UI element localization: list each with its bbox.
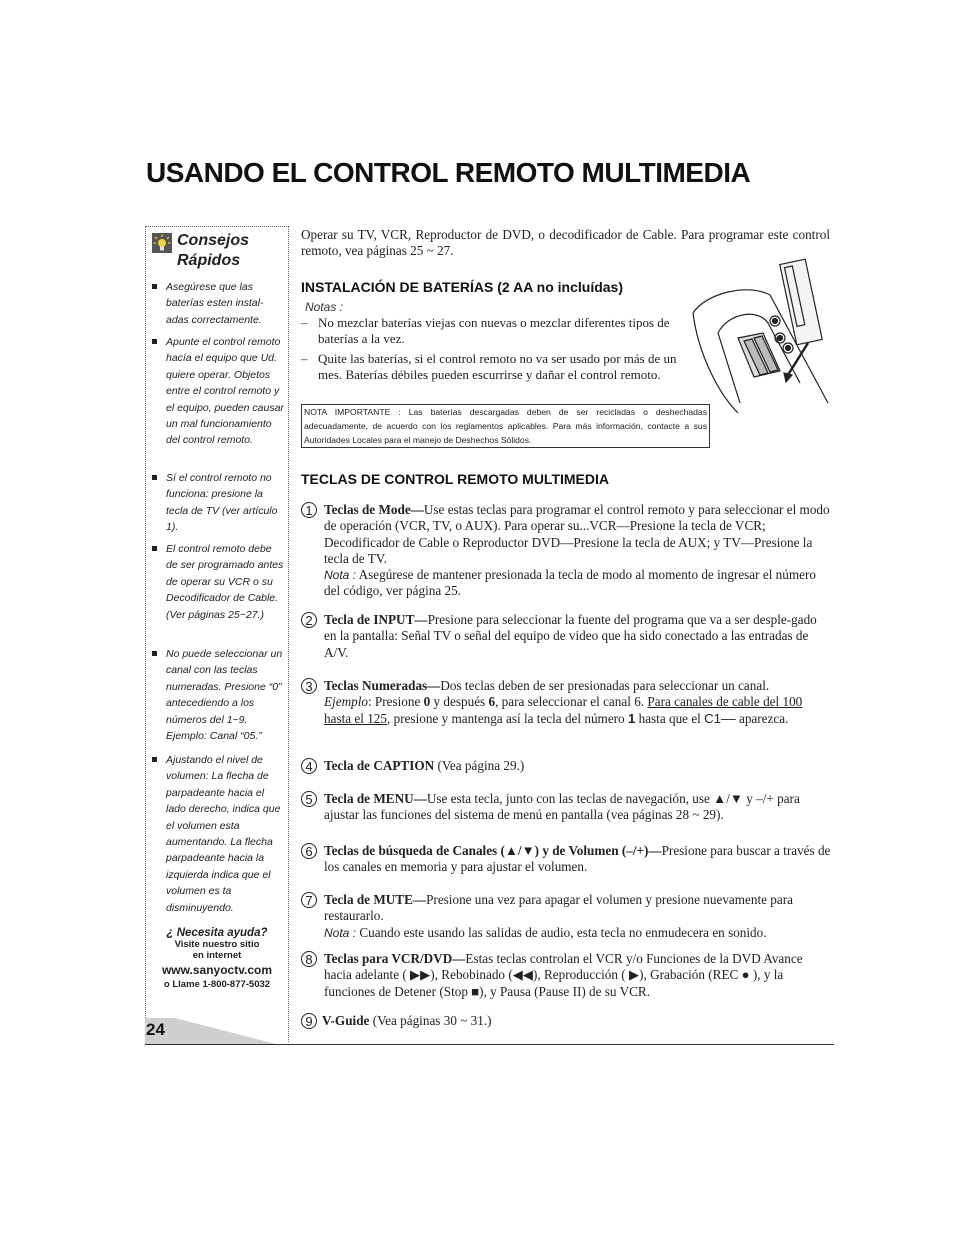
item-number: 5	[301, 791, 317, 807]
key-item-9	[301, 1013, 831, 1029]
help-internet: en internet	[192, 950, 242, 961]
item-text: Estas teclas controlan el VCR y/o Funciones de la DVD Avance hacia adelante ( ▶▶), Rebobinado (◀◀), Reproducción ( ▶), Grabación (REC ● ), y la funciones de Detener (Stop ■), y Pausa (Pause II) de su VCR.	[324, 951, 803, 999]
tip-item: El control remoto debe de ser programado antes de operar su VCR o su Decodificador de Cable. (Ver páginas 25~27.)	[152, 541, 284, 623]
example-underline: Para canales de cable del 100 hasta el 125	[324, 694, 803, 726]
item-text: Dos teclas deben de ser presionadas para seleccionar un canal.	[440, 678, 770, 693]
item-note: Cuando este usando las salidas de audio, esta tecla no enmudecera en sonido.	[359, 924, 767, 940]
page-number-tab	[145, 1018, 280, 1045]
item-note: Asegúrese de mantener presionada la tecla de modo al momento de ingresar el número del código, ver página 25.	[324, 567, 816, 599]
help-box	[146, 927, 288, 990]
dash: –	[301, 315, 308, 330]
key-item-4	[301, 758, 831, 774]
tip-item: Apunte el control remoto hacía el equipo que Ud. quiere operar. Objetos entre el control remoto y el equipo, pueden causar un mal funcionamiento del control remoto.	[152, 334, 284, 449]
item-label: Tecla de INPUT—	[324, 612, 428, 627]
item-number: 7	[301, 892, 317, 908]
item-text: Presione una vez para apagar el volumen y presione nuevamente para restaurarlo.	[324, 892, 793, 924]
item-number: 3	[301, 678, 317, 694]
page-title: USANDO EL CONTROL REMOTO MULTIMEDIA	[146, 157, 751, 188]
help-question: ¿ Necesita ayuda?	[166, 927, 268, 939]
example-text: , para seleccionar el canal 6.	[495, 694, 648, 710]
item-label: Teclas para VCR/DVD—	[324, 951, 466, 966]
item-number: 8	[301, 951, 317, 967]
example-label: Ejemplo	[324, 694, 368, 710]
item-number: 4	[301, 758, 317, 774]
example-key: 0	[423, 694, 431, 710]
key-item-2	[301, 612, 831, 661]
note-label: Nota :	[324, 568, 357, 583]
key-item-8	[301, 951, 831, 1000]
item-label: Tecla de MUTE—	[324, 892, 427, 907]
item-label: Teclas Numeradas—	[324, 678, 441, 693]
example-text: hasta que el	[635, 710, 705, 726]
lightbulb-icon	[152, 233, 172, 253]
key-item-5	[301, 791, 831, 824]
item-text: Presione para buscar a través de los canales en memoria y para ajustar el volumen.	[324, 843, 831, 875]
notes-label: Notas :	[305, 300, 344, 314]
page-number: 24	[146, 1020, 165, 1039]
example-key: 1	[627, 710, 636, 726]
example-text: , presione y mantenga así la tecla del número	[387, 710, 628, 726]
intro-paragraph: Operar su TV, VCR, Reproductor de DVD, o decodificador de Cable. Para programar este control remoto, vea páginas 25 ~ 27.	[301, 227, 830, 259]
example-text: : Presione	[367, 694, 424, 710]
keys-heading: TECLAS DE CONTROL REMOTO MULTIMEDIA	[301, 471, 609, 487]
item-text: (Vea página 29.)	[437, 758, 525, 773]
example-text: aparezca.	[735, 710, 789, 726]
item-number: 9	[301, 1013, 317, 1029]
example-key: 6	[488, 694, 496, 710]
key-item-6	[301, 843, 831, 876]
dash: –	[301, 351, 308, 366]
item-label: Tecla de MENU—	[324, 791, 427, 806]
key-item-7	[301, 892, 831, 941]
help-phone: o Llame 1-800-877-5032	[163, 979, 271, 990]
item-number: 2	[301, 612, 317, 628]
tip-item: Asegúrese que las baterías esten instal-adas correctamente.	[152, 279, 284, 328]
item-label: Teclas de búsqueda de Canales (▲/▼) y de Volumen (–/+)—	[324, 843, 662, 858]
batteries-heading: INSTALACIÓN DE BATERÍAS (2 AA no incluídas)	[301, 279, 624, 295]
battery-note-2: Quite las baterías, si el control remoto no va ser usado por más de un mes. Baterías débiles pueden escurrirse y dañar el control remoto.	[318, 351, 677, 382]
help-website-link[interactable]: www.sanyoctv.com	[161, 963, 273, 977]
battery-note-1: No mezclar baterías viejas con nuevas o mezclar diferentes tipos de baterías a la vez.	[318, 315, 670, 346]
example-text: y después	[430, 694, 489, 710]
key-item-3	[301, 678, 831, 727]
important-note-box: NOTA IMPORTANTE : Las baterías descargadas deben de ser recicladas o deshechadas adecuadamente, de acuerdo con los reglamentos aplicables. Para más información, contacte a sus Autoridades Locales para el manejo de Deshechos Sólidos.	[301, 404, 710, 448]
quick-tips-title: Consejos Rápidos	[177, 232, 250, 269]
item-text: Use esta tecla, junto con las teclas de navegación, use ▲/▼ y –/+ para ajustar las funciones del sistema de menú en pantalla (vea páginas 28 ~ 29).	[324, 791, 800, 823]
item-number: 6	[301, 843, 317, 859]
tip-item: No puede seleccionar un canal con las teclas numeradas. Presione “0” antecediendo a los números del 1~9. Ejemplo: Canal “05.”	[152, 646, 284, 744]
item-text: (Vea páginas 30 ~ 31.)	[372, 1013, 492, 1028]
item-text: Presione para seleccionar la fuente del programa que va a ser desple-gado en la pantalla: Señal TV o señal del equipo de video que ha sido conectado a las entradas de A/V.	[324, 612, 817, 660]
item-label: Teclas de Mode—	[324, 502, 424, 517]
item-text: Use estas teclas para programar el control remoto y para seleccionar el modo de operación (VCR, TV, o AUX). Para operar su...VCR—Presione la tecla de VCR; Decodificador de Cable o Reproductor DVD—Presione la tecla de AUX; y TV—Presione la tecla de TV.	[324, 502, 830, 566]
example-display: C1––	[704, 710, 736, 726]
tip-item: Ajustando el nivel de volumen: La flecha de parpadeante hacia el lado derecho, indica que el volumen esta aumentando. La flecha parpadeante hacia la izquierda indica que el volumen es ta disminuyendo.	[152, 752, 284, 916]
tip-item: Sí el control remoto no funciona: presione la tecla de TV (ver artículo 1).	[152, 470, 284, 536]
help-visit: Visite nuestro sitio	[174, 939, 260, 950]
key-item-1	[301, 502, 831, 600]
item-label: Tecla de CAPTION	[324, 758, 435, 773]
note-label: Nota :	[324, 925, 357, 940]
bottom-rule	[145, 1044, 834, 1045]
remote-battery-illustration	[688, 253, 836, 413]
item-label: V-Guide	[322, 1013, 370, 1028]
quick-tips-header	[152, 231, 257, 271]
quick-tips-sidebar	[145, 226, 289, 1042]
item-number: 1	[301, 502, 317, 518]
